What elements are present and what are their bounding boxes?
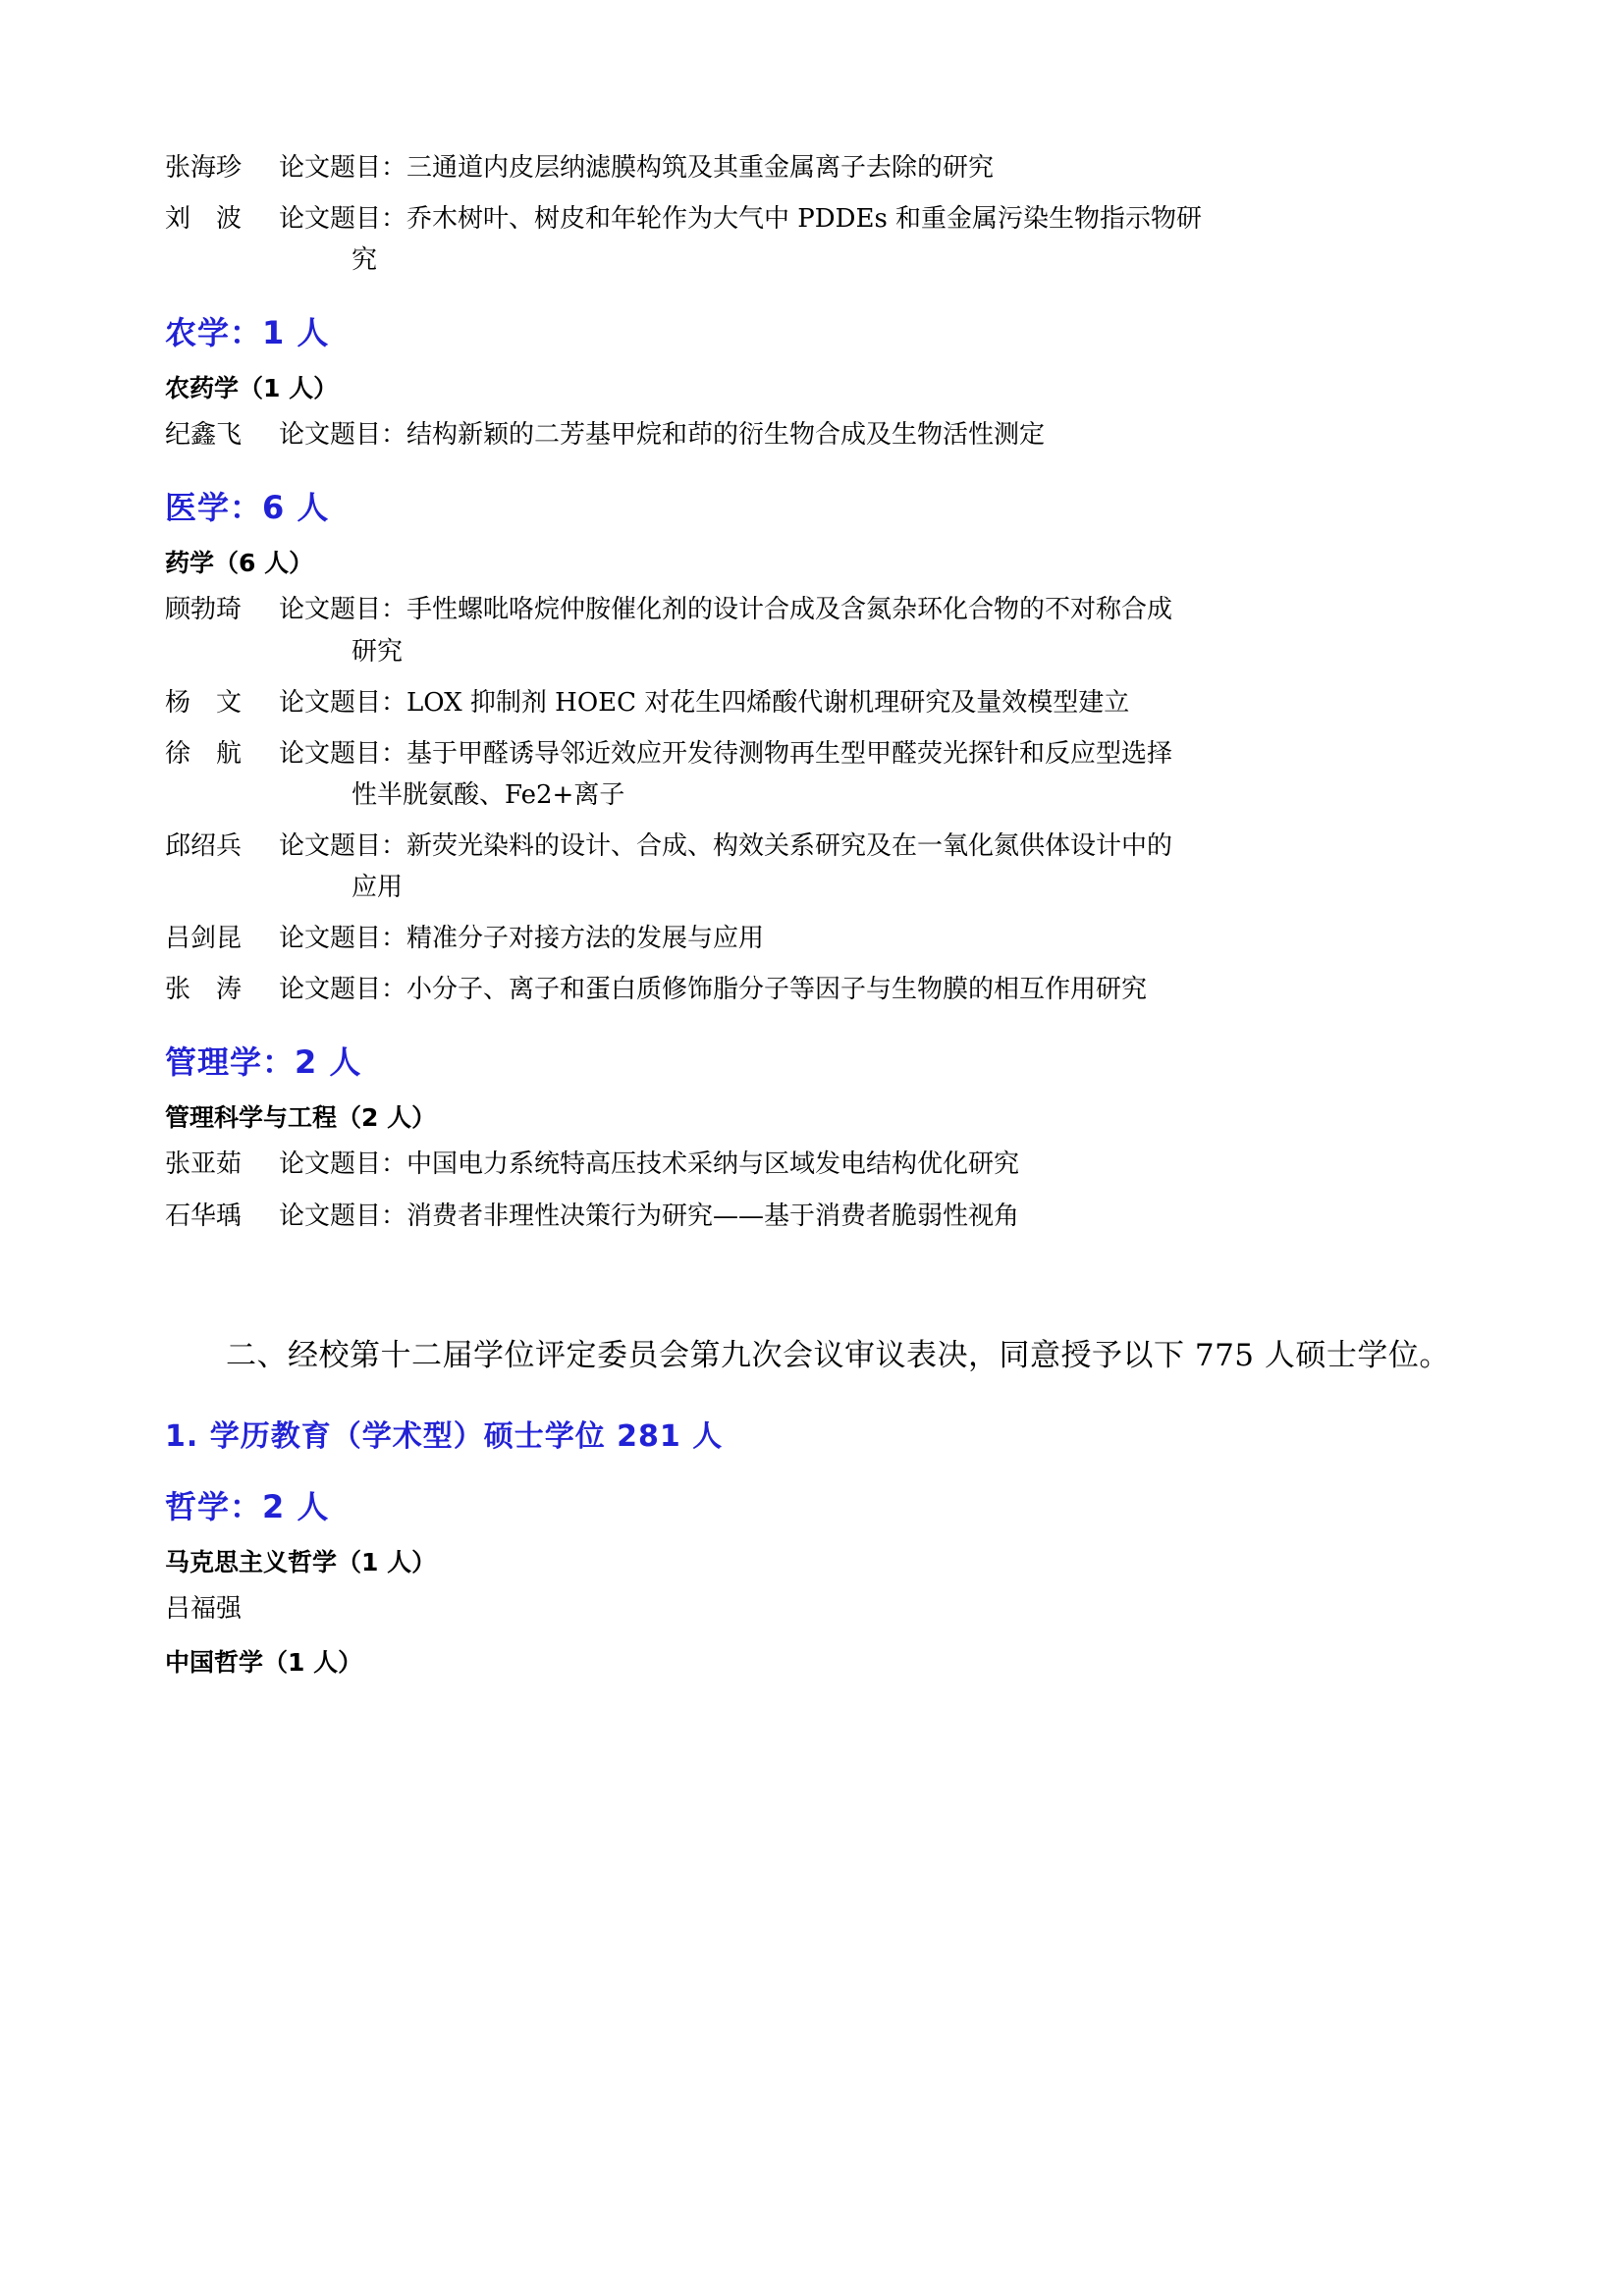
thesis-label: 论文题目： <box>279 1201 407 1231</box>
thesis-title: 小分子、离子和蛋白质修饰脂分子等因子与生物膜的相互作用研究 <box>406 975 1148 1005</box>
entry-body <box>279 733 1459 816</box>
entry-body <box>279 1144 1459 1185</box>
section-agriculture <box>165 308 1459 455</box>
thesis-title: 结构新颖的二芳基甲烷和茚的衍生物合成及生物活性测定 <box>406 420 1046 451</box>
entry-body <box>279 147 1459 188</box>
major-heading-marxist-philosophy: 马克思主义哲学（1 人） <box>165 1547 437 1576</box>
thesis-title: 三通道内皮层纳滤膜构筑及其重金属离子去除的研究 <box>406 153 995 183</box>
major-heading: 农药学（1 人） <box>165 374 339 403</box>
thesis-title-line2: 应用 <box>352 873 404 903</box>
thesis-title: 消费者非理性决策行为研究——基于消费者脆弱性视角 <box>406 1201 1020 1231</box>
student-name: 邱绍兵 <box>165 830 243 861</box>
thesis-title: 精准分子对接方法的发展与应用 <box>406 924 765 954</box>
section-management <box>165 1038 1459 1236</box>
thesis-title: 乔木树叶、树皮和年轮作为大气中 PDDEs 和重金属污染生物指示物研 <box>406 204 1203 235</box>
thesis-label: 论文题目： <box>279 830 407 861</box>
student-name: 顾勃琦 <box>165 595 243 625</box>
discipline-heading: 农学：1 人 <box>165 314 330 352</box>
entry-row <box>165 918 1459 959</box>
entry-body <box>279 198 1459 281</box>
student-name: 刘 波 <box>165 204 243 235</box>
student-name: 张海珍 <box>165 153 243 183</box>
thesis-title-line2: 究 <box>352 245 378 276</box>
part-two-paragraph: 二、经校第十二届学位评定委员会第九次会议审议表决，同意授予以下 775 人硕士学位。 <box>226 1337 1450 1373</box>
entry-body <box>279 1196 1459 1237</box>
entry-row <box>165 733 1459 816</box>
entry-row <box>165 589 1459 671</box>
entry-body <box>279 969 1459 1010</box>
student-name: 杨 文 <box>165 687 243 718</box>
thesis-label: 论文题目： <box>279 595 407 625</box>
student-name: 徐 航 <box>165 738 243 769</box>
entry-row <box>165 147 1459 188</box>
major-heading-chinese-philosophy: 中国哲学（1 人） <box>165 1648 363 1677</box>
top-entry-list <box>165 147 1459 281</box>
thesis-title: LOX 抑制剂 HOEC 对花生四烯酸代谢机理研究及量效模型建立 <box>406 687 1130 718</box>
entry-body <box>279 589 1459 671</box>
discipline-heading: 医学：6 人 <box>165 489 330 527</box>
entry-body <box>279 682 1459 723</box>
entry-row <box>165 198 1459 281</box>
entry-row <box>165 969 1459 1010</box>
student-name: 张亚茹 <box>165 1149 243 1180</box>
thesis-label: 论文题目： <box>279 420 407 451</box>
thesis-label: 论文题目： <box>279 204 407 235</box>
thesis-title: 手性螺吡咯烷仲胺催化剂的设计合成及含氮杂环化合物的不对称合成 <box>406 595 1173 625</box>
part-two <box>165 1329 1459 1679</box>
section-spacer <box>165 1247 1459 1272</box>
part-two-item-heading: 1. 学历教育（学术型）硕士学位 281 人 <box>165 1418 724 1454</box>
thesis-label: 论文题目： <box>279 738 407 769</box>
student-name: 吕剑昆 <box>165 924 243 954</box>
major-heading: 管理科学与工程（2 人） <box>165 1103 437 1133</box>
entry-row <box>165 826 1459 908</box>
thesis-title: 中国电力系统特高压技术采纳与区域发电结构优化研究 <box>406 1149 1020 1180</box>
entry-body <box>279 826 1459 908</box>
student-name: 吕福强 <box>165 1593 243 1624</box>
thesis-label: 论文题目： <box>279 1149 407 1180</box>
thesis-label: 论文题目： <box>279 687 407 718</box>
major-heading: 药学（6 人） <box>165 549 314 578</box>
entry-row <box>165 682 1459 723</box>
section-medicine <box>165 483 1459 1010</box>
student-name: 石华瑀 <box>165 1201 243 1231</box>
thesis-title: 新荧光染料的设计、合成、构效关系研究及在一氧化氮供体设计中的 <box>406 830 1173 861</box>
thesis-title: 基于甲醛诱导邻近效应开发待测物再生型甲醛荧光探针和反应型选择 <box>406 738 1173 769</box>
entry-row <box>165 414 1459 455</box>
student-name: 纪鑫飞 <box>165 420 243 451</box>
entry-body <box>279 414 1459 455</box>
thesis-label: 论文题目： <box>279 924 407 954</box>
discipline-heading-philosophy: 哲学：2 人 <box>165 1487 330 1525</box>
entry-row <box>165 1196 1459 1237</box>
thesis-label: 论文题目： <box>279 975 407 1005</box>
entry-row <box>165 1144 1459 1185</box>
entry-body <box>279 918 1459 959</box>
thesis-label: 论文题目： <box>279 153 407 183</box>
student-name: 张 涛 <box>165 975 243 1005</box>
thesis-title-line2: 研究 <box>352 636 404 667</box>
thesis-title-line2: 性半胱氨酸、Fe2+离子 <box>352 779 625 810</box>
discipline-heading: 管理学：2 人 <box>165 1043 362 1082</box>
